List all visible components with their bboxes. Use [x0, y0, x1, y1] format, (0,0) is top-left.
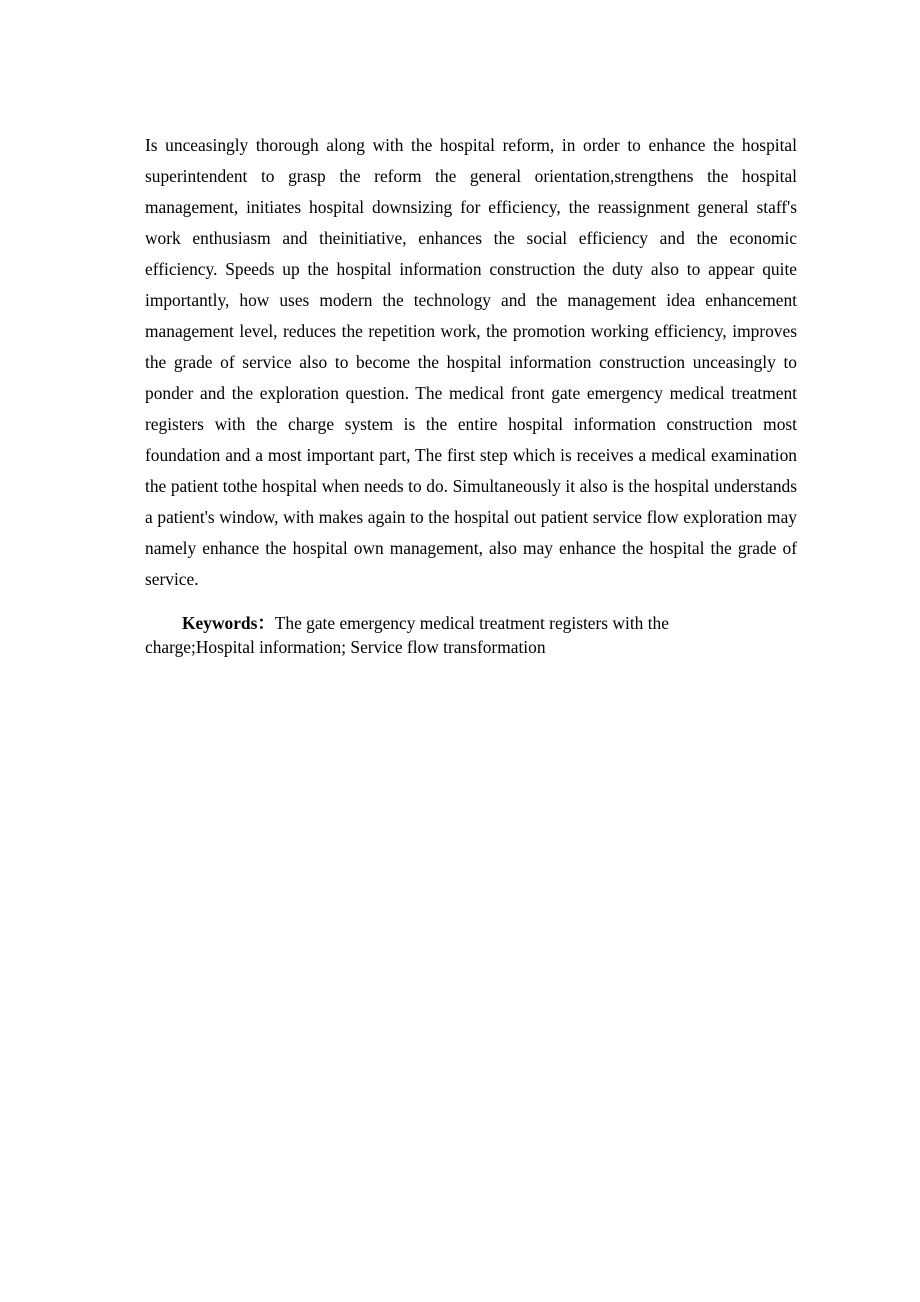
keywords-paragraph: [145, 611, 725, 659]
keywords-label: Keywords：: [182, 613, 275, 633]
keywords-text: The gate emergency medical treatment registers with the charge;Hospital information; Service flow transformation: [145, 613, 669, 657]
abstract-paragraph: Is unceasingly thorough along with the hospital reform, in order to enhance the hospital superintendent to grasp the reform the general orientation,strengthens the hospital management, initiates hospital downsizing for efficiency, the reassignment general staff's work enthusiasm and theinitiative, enhances the social efficiency and the economic efficiency. Speeds up the hospital information construction the duty also to appear quite importantly, how uses modern the technology and the management idea enhancement management level, reduces the repetition work, the promotion working efficiency, improves the grade of service also to become the hospital information construction unceasingly to ponder and the exploration question. The medical front gate emergency medical treatment registers with the charge system is the entire hospital information construction most foundation and a most important part, The first step which is receives a medical examination the patient tothe hospital when needs to do. Simultaneously it also is the hospital understands a patient's window, with makes again to the hospital out patient service flow exploration may namely enhance the hospital own management, also may enhance the hospital the grade of service.: [145, 135, 797, 589]
